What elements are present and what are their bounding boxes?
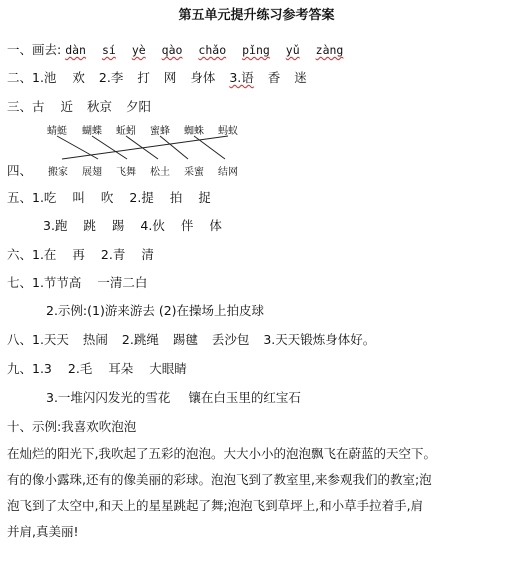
answer-text: 一清二白 (97, 275, 148, 290)
answer-text: 夕阳 (126, 99, 152, 114)
match-bottom-6: 结网 (218, 167, 238, 178)
answer-text: 热闹 (82, 332, 108, 347)
answer-text: 拍 (169, 190, 183, 205)
answer-text: 2.提 (129, 190, 154, 205)
match-bottom-1: 搬家 (48, 167, 68, 178)
match-bottom-3: 飞舞 (116, 167, 136, 178)
essay-line-1: 在灿烂的阳光下,我吹起了五彩的泡泡。大大小小的泡泡飘飞在蔚蓝的天空下。 (7, 446, 436, 461)
question-7 (7, 273, 147, 291)
answer-text: 再 (72, 247, 85, 262)
match-line (160, 136, 188, 159)
match-bottom-4: 松土 (150, 167, 170, 178)
question-6-label: 六、1.在 (7, 247, 57, 262)
answer-text: 欢 (72, 70, 85, 85)
match-bottom-2: 展翅 (82, 167, 102, 178)
question-8 (7, 330, 375, 348)
answer-text: 迷 (294, 70, 307, 85)
match-line (194, 136, 225, 159)
match-top-2: 蝴蝶 (82, 126, 102, 137)
pinyin-6: pǐng (242, 43, 270, 57)
answer-text: 3.跑 (43, 218, 68, 233)
question-6 (7, 245, 154, 263)
match-top-1: 蜻蜓 (47, 126, 67, 137)
answer-text: 2.跳绳 (121, 332, 159, 347)
pinyin-3: yè (131, 43, 146, 57)
question-4-label: 四、 (7, 163, 33, 178)
answer-text: 打 (137, 70, 150, 85)
question-5-label: 五、1.吃 (7, 190, 57, 205)
question-9-line-2 (46, 388, 301, 406)
answer-text: 跳 (83, 218, 96, 233)
pinyin-5: chǎo (198, 43, 227, 57)
answer-text: 耳朵 (108, 361, 134, 376)
match-top-5: 蜘蛛 (184, 126, 204, 137)
answer-text: 伴 (180, 218, 194, 233)
match-line (92, 136, 127, 159)
answer-text: 香 (267, 70, 281, 85)
essay-paragraph (7, 441, 507, 545)
answer-text: 镶在白玉里的红宝石 (188, 390, 301, 405)
answer-text: 丢沙包 (211, 332, 250, 347)
answer-text: 踢毽 (172, 332, 198, 347)
answer-text: 网 (163, 70, 177, 85)
answer-text: 捉 (198, 190, 211, 205)
answer-text: 体 (209, 218, 222, 233)
answer-text: 叫 (72, 190, 85, 205)
pinyin-4: qào (161, 43, 183, 57)
answer-text: 4.伙 (140, 218, 165, 233)
match-bottom-5: 采蜜 (184, 167, 204, 178)
answer-text: 清 (141, 247, 154, 262)
question-7-line-2: 2.示例:(1)游来游去 (2)在操场上拍皮球 (46, 303, 265, 318)
question-5 (7, 188, 211, 206)
answer-text: 3.天天锻炼身体好。 (263, 332, 376, 347)
essay-line-4: 并肩,真美丽! (7, 524, 79, 539)
pinyin-1: dàn (65, 43, 86, 57)
question-2-label: 二、1.池 (7, 70, 57, 85)
answer-text: 3.语 (229, 70, 254, 85)
question-3-label: 三、古 (7, 99, 45, 114)
match-line (62, 136, 228, 159)
answer-text: 身体 (190, 70, 216, 85)
page-title: 第五单元提升练习参考答案 (178, 8, 335, 23)
answer-text: 2.青 (100, 247, 126, 262)
essay-line-2: 有的像小露珠,还有的像美丽的彩球。泡泡飞到了教室里,来参观我们的教室;泡 (7, 472, 432, 487)
answer-text: 吹 (100, 190, 114, 205)
match-top-6: 蚂蚁 (218, 126, 238, 137)
question-9-label: 九、1.3 (7, 361, 52, 376)
pinyin-7: yǔ (285, 43, 300, 57)
question-8-label: 八、1.天天 (7, 332, 69, 347)
question-5-line-2 (43, 216, 222, 234)
match-top-3: 蚯蚓 (116, 126, 136, 137)
pinyin-8: zàng (315, 43, 344, 57)
answer-text: 大眼睛 (149, 361, 187, 376)
answer-text: 近 (60, 99, 74, 114)
match-top-4: 蜜蜂 (150, 126, 170, 137)
answer-text: 秋京 (87, 99, 113, 114)
answer-text: 3.一堆闪闪发光的雪花 (46, 390, 171, 405)
pinyin-2: sí (101, 43, 116, 57)
answer-text: 踢 (111, 218, 125, 233)
essay-line-3: 泡飞到了太空中,和天上的星星跳起了舞;泡泡飞到草坪上,和小草手拉着手,肩 (7, 498, 424, 513)
answer-text: 2.毛 (67, 361, 93, 376)
match-line (57, 136, 98, 159)
question-7-label: 七、1.节节高 (7, 275, 82, 290)
question-10-label: 十、示例:我喜欢吹泡泡 (7, 419, 137, 434)
question-1-label: 一、画去: (7, 42, 62, 57)
question-9 (7, 359, 187, 377)
answer-text: 2.李 (98, 70, 124, 85)
